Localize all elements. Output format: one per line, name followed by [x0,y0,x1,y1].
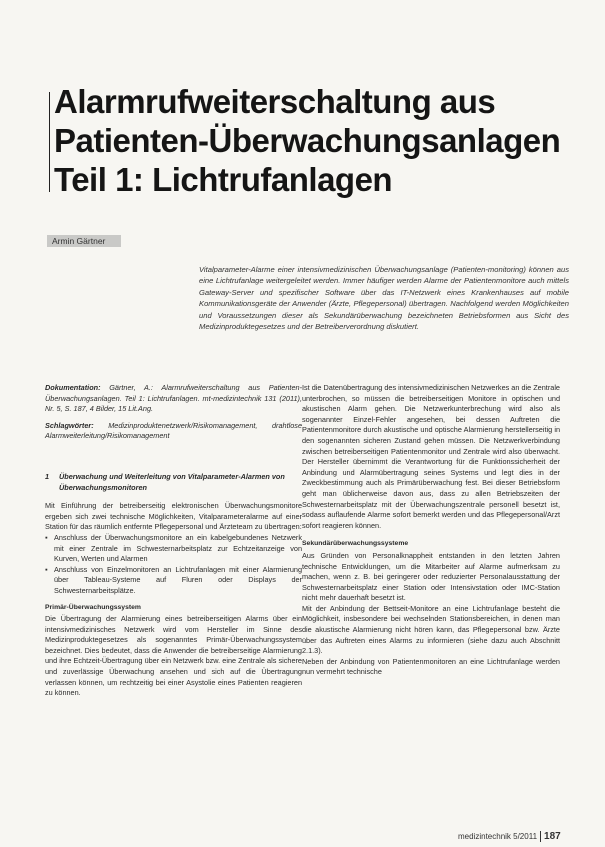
abstract: Vitalparameter-Alarme einer intensivmedizinischen Überwachungsanlage (Patienten-monitoring) können aus eine Lichtrufanlage weitergeleitet werden. Immer häufiger werden Alarme der Patientenmonitore auch mittels Gateway-Server und spezifischer Software über das IT-Netzwerk eines Krankenhauses auf mobile Kommunikationsgeräte der Anwender (Ärzte, Pflegepersonal) übertragen. Nachfolgend werden Möglichkeiten und Voraussetzungen dieser als Sekundärüberwachung bezeichneten Betriebsformen aus Sicht des Medizinproduktegesetzes und der Betreiberverordnung diskutiert. [199,265,569,332]
list-item: ▪ Anschluss von Einzelmonitoren an Lichtrufanlagen mit einer Alarmierung über Tableau-Systeme auf Fluren oder Displays der Schwesternarbeitsplätze. [54,565,302,597]
title-line: Patienten-Überwachungsanlagen [54,122,561,159]
subheading: Sekundärüberwachungssysteme [302,540,409,548]
keywords-text: Medizinproduktenetzwerk/Risikomanagement, drahtlose Alarmweiterleitung/Risikomanagement [45,420,303,441]
paragraph: Mit Einführung der betreiberseitig elektronischen Überwachungsmonitore ergeben sich zwei technische Möglichkeiten, Vitalparameteralarme auf einer Station für das räumlich entfernte Pflegepersonal und Ärzteteam zu übertragen: [45,501,302,532]
journal-name: medizintechnik 5/2011 [458,832,538,841]
keywords-label: Schlagwörter: [45,420,94,430]
section-heading [45,472,302,493]
title-rule [49,92,50,192]
left-column [45,383,302,699]
list-item: ▪ Anschluss der Überwachungsmonitore an ein kabelgebundenes Netzwerk mit einer Zentrale im Schwesternarbeitsplatz zur Echtzeitanzeige von Kurven, Werten und Alarmen [54,533,302,565]
section-title: Überwachung und Weiterleitung von Vitalparameter-Alarmen von Überwachungsmonitoren [59,471,285,492]
keywords [45,421,302,442]
subheading: Primär-Überwachungssystem [45,603,141,611]
footer-divider [540,831,541,842]
bullet-list [45,533,302,597]
documentation-text: Gärtner, A.: Alarmrufweiterschaltung aus Patienten-Überwachungsanlagen. Teil 1: Lichtrufanlagen. mt-medizintechnik 131 (2011), Nr. 5, S. 187, 4 Bilder, 15 Lit.Ang. [45,383,302,414]
paragraph: Ist die Datenübertragung des intensivmedizinischen Netzwerkes an die Zentrale unterbrochen, so müssen die betreiberseitigen Monitore in optischen und akustischen Alarm gehen. Die Netzwerkunterbrechung wird also als sogenannter Einzel-Fehler angesehen, bei dessen Auftreten die Patientenmonitore durch akustische und optische Alarmierung herstellerseitig in den sogenannten sicheren Zustand gehen müssen. Die Netzwerkverbindung zwischen betreiberseitigen Patientenmonitor und Zentrale wird also überwacht. Der Hersteller übernimmt die Verantwortung für die Funktionssicherheit der Anbindung und Alarmübertragung seines Systems und legt dies in der Zweckbestimmung auch als Primärüberwachung fest. Bei dieser Betriebsform geht man üblicherweise davon aus, dass zu allen Betriebszeiten der Schwesternarbeitsplatz mit der Überwachungszentrale personell besetzt ist, sodass auflaufende Alarme sofort bemerkt werden und das Pflegepersonal/Arzt sofort reagieren können. [302,383,560,530]
documentation-label: Dokumentation: [45,383,101,392]
documentation [45,383,302,415]
author: Armin Gärtner [52,236,106,246]
paragraph: Die Übertragung der Alarmierung eines betreiberseitigen Alarms über ein intensivmedizinisches Netzwerk wird vom Hersteller im Sinne des Medizinproduktegesetzes als sogenanntes Primär-Überwachungssystem bezeichnet. Dies bedeutet, dass die Anwender die betreiberseitige Alarmierung und ihre Echtzeit-Übertragung über ein Netzwerk bzw. eine Zentrale als sichere und zuverlässige Überwachung ansehen und sich auf die Übertragung verlassen können, um rechtzeitig bei einer Asystolie eines Patienten reagieren zu können. [45,614,302,698]
page-footer [458,831,561,842]
title-line: Alarmrufweiterschaltung aus [54,83,496,120]
page-number: 187 [544,831,561,842]
section-number: 1 [45,471,50,481]
article-title [54,82,574,199]
title-line: Teil 1: Lichtrufanlagen [54,161,393,198]
paragraph: Mit der Anbindung der Bettseit-Monitore an eine Lichtrufanlage besteht die Möglichkeit, insbesondere bei wechselnden Stationsbereichen, in denen man die akustische Alarmierung nicht hören kann, das Pflegepersonal bzw. Ärzte über das Auftreten eines Alarms zu informieren (siehe dazu auch Abschnitt 2.1.3). [302,603,560,656]
paragraph: Aus Gründen von Personalknappheit entstanden in den letzten Jahren technische Entwicklungen, um die Mitarbeiter auf Alarme aufmerksam zu machen, wenn z. B. bei geringerer oder reduzierter Personalausstattung der Schwesternarbeitsplatz einer Station oder Intensivstation oder IMC-Station nicht mehr dauerhaft besetzt ist. [302,550,560,603]
paragraph: Neben der Anbindung von Patientenmonitoren an eine Lichtrufanlage werden nun vermehrt technische [302,656,560,677]
right-column [302,383,560,678]
